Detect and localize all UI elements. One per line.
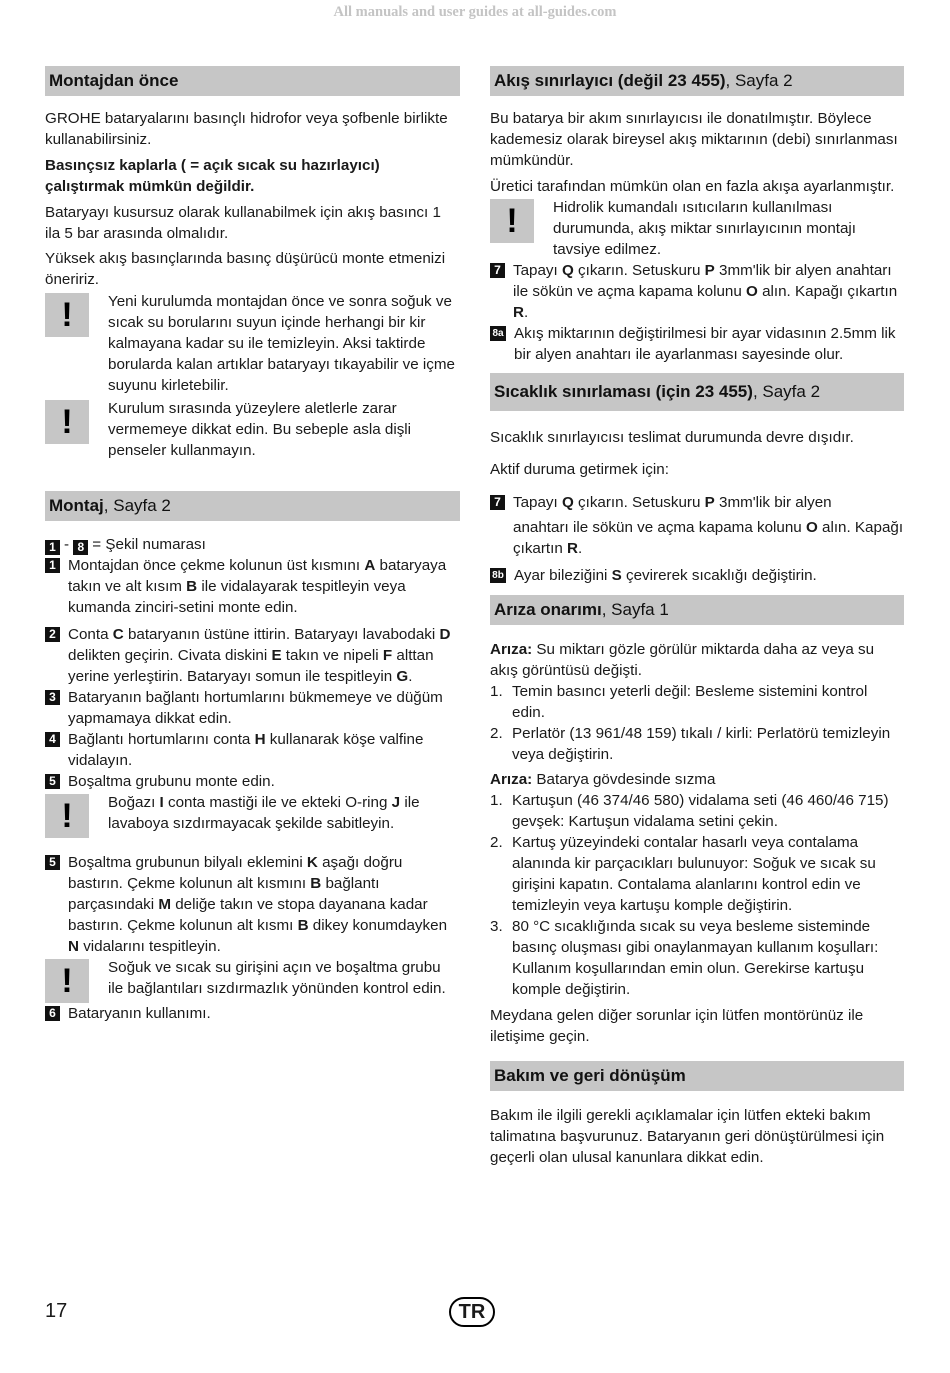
paragraph: Bataryayı kusursuz olarak kullanabilmek için akış basıncı 1 ila 5 bar arasında olmalıdır. — [45, 204, 441, 242]
step-number: 1 — [45, 558, 60, 573]
warning-note — [45, 291, 460, 396]
warning-icon: ! — [490, 199, 534, 243]
warning-text: Soğuk ve sıcak su girişini açın ve boşaltma grubu ile bağlantıları sızdırmazlık yönünden kontrol edin. — [108, 959, 446, 997]
step-item: 5 Boşaltma grubunu monte edin. — [45, 771, 460, 792]
step-number: 1 — [45, 540, 60, 555]
paragraph: Aktif duruma getirmek için: — [490, 461, 669, 478]
warning-text: Yeni kurulumda montajdan önce ve sonra soğuk ve sıcak su borularını suyun içinde herhangi bir kir kalmayana kadar su ile temizleyin. Aksi taktirde borularda kalan artıklar bataryayı tıkayabilir ve içme suyunu kirletebilir. — [108, 293, 455, 394]
step-number: 8 — [73, 540, 88, 555]
step-number: 5 — [45, 855, 60, 870]
step-number: 7 — [490, 495, 505, 510]
section-heading-temperature-limit: Sıcaklık sınırlaması (için 23 455), Sayfa 2 — [490, 373, 904, 411]
step-item: 2 Conta C bataryanın üstüne ittirin. Bataryayı lavabodaki D delikten geçirin. Civata diskini E takın ve nipeli F alttan yerine yerleştirin. Bataryayı somun ile tespitleyin G. — [45, 624, 460, 687]
step-item: 8a Akış miktarının değiştirilmesi bir ayar vidasının 2.5mm lik bir alyen anahtarı ile ayarlanması sayesinde olur. — [490, 323, 904, 365]
step-item: 3 Bataryanın bağlantı hortumlarını bükmemeye ve düğüm yapmamaya dikkat edin. — [45, 687, 460, 729]
warning-note — [45, 792, 460, 838]
language-badge: TR — [449, 1297, 495, 1327]
warning-note — [45, 398, 460, 461]
list-item: 2. Kartuş yüzeyindeki contalar hasarlı veya contalama alanında kir parçacıkları bulunuyor: Soğuk ve sıcak su girişini kapatın. Contalama alanlarını kontrol edin ve temizleyin veya kartuşu komple değiştirin. — [490, 834, 876, 914]
warning-icon: ! — [45, 400, 89, 444]
list-item: 1. Kartuşun (46 374/46 580) vidalama seti (46 460/46 715) gevşek: Kartuşun vidalama setini çekin. — [490, 792, 889, 830]
step-item: 7 Tapayı Q çıkarın. Setuskuru P 3mm'lik bir alyen anahtarı ile sökün ve açma kapama kolunu O alın. Kapağı çıkartın R. — [490, 492, 904, 559]
step-number: 4 — [45, 732, 60, 747]
warning-text: Boğazı I conta mastiği ile ve ekteki O-ring J ile lavaboya sızdırmayacak şekilde sabitleyin. — [108, 794, 420, 832]
paragraph: Yüksek akış basınçlarında basınç düşürücü monte etmenizi öneririz. — [45, 250, 446, 288]
step-number: 5 — [45, 774, 60, 789]
step-number: 8a — [490, 326, 506, 341]
warning-note — [490, 197, 904, 260]
right-column — [490, 66, 904, 1168]
warning-icon: ! — [45, 959, 89, 1003]
left-column — [45, 66, 460, 1024]
fault-cause-list — [490, 681, 904, 765]
list-item: 2. Perlatör (13 961/48 159) tıkalı / kirli: Perlatörü temizleyin veya değiştirin. — [490, 725, 891, 763]
section-heading-installation: Montaj, Sayfa 2 — [45, 491, 460, 521]
paragraph: Sıcaklık sınırlayıcısı teslimat durumunda devre dışıdır. — [490, 429, 854, 446]
step-number: 6 — [45, 1006, 60, 1021]
warning-text: Hidrolik kumandalı ısıtıcıların kullanılması durumunda, akış miktar sınırlayıcının montajı tavsiye edilmez. — [553, 199, 857, 258]
figure-legend: 1 - 8 = Şekil numarası — [45, 534, 460, 555]
watermark: All manuals and user guides at all-guides.com — [333, 4, 617, 20]
section-heading-before-installation: Montajdan önce — [45, 66, 460, 96]
step-item: 4 Bağlantı hortumlarını conta H kullanarak köşe valfine vidalayın. — [45, 729, 460, 771]
warning-icon: ! — [45, 293, 89, 337]
fault-description: Arıza: Su miktarı gözle görülür miktarda daha az veya su akış görüntüsü değişti. — [490, 641, 875, 679]
fault-description: Arıza: Batarya gövdesinde sızma — [490, 771, 716, 788]
step-item: 6 Bataryanın kullanımı. — [45, 1003, 460, 1024]
list-item: 1. Temin basıncı yeterli değil: Besleme sistemini kontrol edin. — [490, 683, 868, 721]
paragraph-bold: Basınçsız kaplarla ( = açık sıcak su hazırlayıcı) çalıştırmak mümkün değildir. — [45, 157, 380, 195]
paragraph: Üretici tarafından mümkün olan en fazla akışa ayarlanmıştır. — [490, 178, 895, 195]
paragraph: Bu batarya bir akım sınırlayıcısı ile donatılmıştır. Böylece kademesiz olarak bireysel akış miktarının (debi) sınırlanması mümkündür. — [490, 110, 898, 169]
section-heading-flow-limiter: Akış sınırlayıcı (değil 23 455), Sayfa 2 — [490, 66, 904, 96]
step-number: 3 — [45, 690, 60, 705]
step-item: 1 Montajdan önce çekme kolunun üst kısmını A bataryaya takın ve alt kısım B ile vidalayarak tespitleyin veya kumanda zinciri-setini monte edin. — [45, 555, 460, 618]
page-number: 17 — [45, 1300, 68, 1322]
step-number: 7 — [490, 263, 505, 278]
step-item: 8b Ayar bileziğini S çevirerek sıcaklığı değiştirin. — [490, 565, 904, 586]
section-heading-maintenance: Bakım ve geri dönüşüm — [490, 1061, 904, 1091]
warning-text: Kurulum sırasında yüzeylere aletlerle zarar vermemeye dikkat edin. Bu sebeple asla dişli penseler kullanmayın. — [108, 400, 412, 459]
warning-icon: ! — [45, 794, 89, 838]
step-item: 5 Boşaltma grubunun bilyalı eklemini K aşağı doğru bastırın. Çekme kolunun alt kısmını B bağlantı parçasındaki M deliğe takın ve stopa dayanana kadar bastırın. Çekme kolunun alt kısmı B dikey konumdayken N vidalarını tespitleyin. — [45, 852, 460, 957]
step-item: 7 Tapayı Q çıkarın. Setuskuru P 3mm'lik bir alyen anahtarı ile sökün ve açma kapama kolunu O alın. Kapağı çıkartın R. — [490, 260, 904, 323]
paragraph: GROHE bataryalarını basınçlı hidrofor veya şofbenle birlikte kullanabilirsiniz. — [45, 110, 448, 148]
step-number: 2 — [45, 627, 60, 642]
warning-note — [45, 957, 460, 1003]
paragraph: Bakım ile ilgili gerekli açıklamalar için lütfen ekteki bakım talimatına başvurunuz. Bataryanın geri dönüştürülmesi için geçerli olan ulusal kanunlara dikkat edin. — [490, 1107, 885, 1166]
step-number: 8b — [490, 568, 506, 583]
fault-cause-list — [490, 790, 904, 1000]
section-heading-troubleshooting: Arıza onarımı, Sayfa 1 — [490, 595, 904, 625]
paragraph: Meydana gelen diğer sorunlar için lütfen montörünüz ile iletişime geçin. — [490, 1007, 864, 1045]
list-item: 3. 80 °C sıcaklığında sıcak su veya besleme sisteminde basınç oluşması gibi onaylanmayan kullanım koşulları: Kullanım koşullarından emin olun. Gerekirse kartuşu komple değiştirin. — [490, 918, 879, 998]
